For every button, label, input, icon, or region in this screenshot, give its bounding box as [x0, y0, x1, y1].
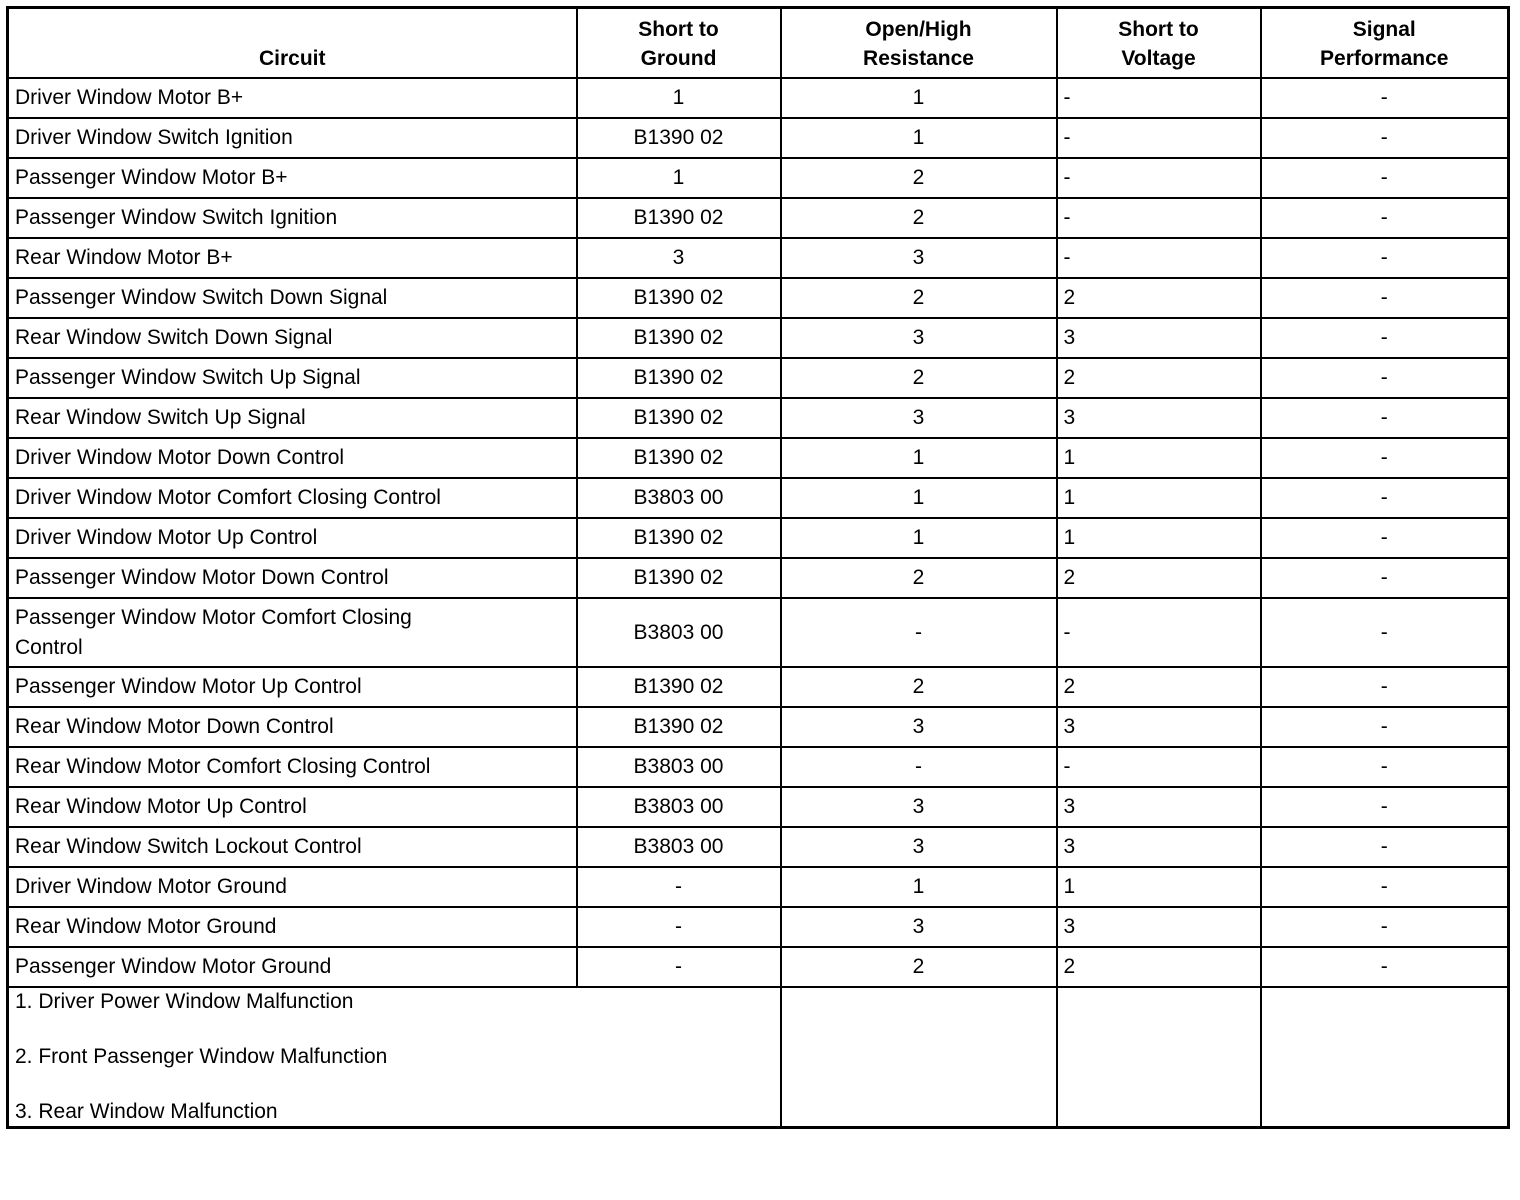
short-to-voltage-cell: - [1057, 238, 1261, 278]
short-to-ground-cell: 3 [577, 238, 781, 278]
open-high-cell: 3 [781, 318, 1057, 358]
short-to-voltage-cell: 2 [1057, 278, 1261, 318]
open-high-cell: 3 [781, 827, 1057, 867]
open-high-cell: 1 [781, 438, 1057, 478]
signal-performance-cell: - [1261, 867, 1509, 907]
open-high-cell: - [781, 747, 1057, 787]
signal-performance-cell: - [1261, 907, 1509, 947]
signal-performance-cell: - [1261, 78, 1509, 118]
short-to-ground-cell: B3803 00 [577, 747, 781, 787]
table-row [8, 318, 1509, 358]
short-to-voltage-cell: - [1057, 118, 1261, 158]
footnote-2: 2. Front Passenger Window Malfunction [15, 1045, 388, 1068]
header-open-high-resistance: Open/High Resistance [781, 8, 1057, 79]
short-to-voltage-cell: 2 [1057, 947, 1261, 987]
table-row [8, 438, 1509, 478]
signal-performance-cell: - [1261, 158, 1509, 198]
signal-performance-cell: - [1261, 118, 1509, 158]
open-high-cell: 1 [781, 518, 1057, 558]
short-to-voltage-cell: 2 [1057, 667, 1261, 707]
short-to-ground-cell: B1390 02 [577, 558, 781, 598]
short-to-voltage-cell: 3 [1057, 318, 1261, 358]
table-row [8, 827, 1509, 867]
circuit-cell: Passenger Window Switch Ignition [8, 198, 577, 238]
short-to-ground-cell: B1390 02 [577, 358, 781, 398]
circuit-cell: Driver Window Motor Down Control [8, 438, 577, 478]
empty-cell [1057, 987, 1261, 1128]
table-row [8, 198, 1509, 238]
short-to-voltage-cell: - [1057, 747, 1261, 787]
circuit-cell: Rear Window Switch Up Signal [8, 398, 577, 438]
circuit-cell: Rear Window Switch Down Signal [8, 318, 577, 358]
circuit-cell: Rear Window Motor Comfort Closing Control [8, 747, 577, 787]
open-high-cell: 1 [781, 867, 1057, 907]
circuit-cell: Rear Window Motor Up Control [8, 787, 577, 827]
table-row [8, 118, 1509, 158]
table-row [8, 478, 1509, 518]
signal-performance-cell: - [1261, 278, 1509, 318]
table-row [8, 278, 1509, 318]
header-short-to-ground: Short to Ground [577, 8, 781, 79]
open-high-cell: 2 [781, 198, 1057, 238]
circuit-cell: Passenger Window Motor Up Control [8, 667, 577, 707]
circuit-diagnostic-table [6, 6, 1510, 1129]
signal-performance-cell: - [1261, 318, 1509, 358]
signal-performance-cell: - [1261, 398, 1509, 438]
circuit-cell: Rear Window Motor Down Control [8, 707, 577, 747]
short-to-ground-cell: B1390 02 [577, 438, 781, 478]
short-to-ground-cell: B1390 02 [577, 318, 781, 358]
table-row [8, 518, 1509, 558]
signal-performance-cell: - [1261, 438, 1509, 478]
table-row [8, 707, 1509, 747]
signal-performance-cell: - [1261, 827, 1509, 867]
circuit-cell: Passenger Window Motor Down Control [8, 558, 577, 598]
signal-performance-cell: - [1261, 747, 1509, 787]
circuit-cell: Driver Window Motor Comfort Closing Control [8, 478, 577, 518]
short-to-voltage-cell: - [1057, 198, 1261, 238]
circuit-cell: Driver Window Motor Up Control [8, 518, 577, 558]
short-to-voltage-cell: 3 [1057, 707, 1261, 747]
footnote-1: 1. Driver Power Window Malfunction [15, 990, 354, 1013]
short-to-ground-cell: B3803 00 [577, 787, 781, 827]
table-row [8, 238, 1509, 278]
open-high-cell: 1 [781, 478, 1057, 518]
header-circuit: Circuit [8, 8, 577, 79]
table-row [8, 78, 1509, 118]
open-high-cell: 1 [781, 78, 1057, 118]
signal-performance-cell: - [1261, 787, 1509, 827]
open-high-cell: 3 [781, 398, 1057, 438]
signal-performance-cell: - [1261, 518, 1509, 558]
signal-performance-cell: - [1261, 478, 1509, 518]
short-to-voltage-cell: - [1057, 78, 1261, 118]
short-to-voltage-cell: 3 [1057, 827, 1261, 867]
empty-cell [781, 987, 1057, 1128]
open-high-cell: 2 [781, 558, 1057, 598]
open-high-cell: 3 [781, 907, 1057, 947]
footnote-3: 3. Rear Window Malfunction [15, 1100, 278, 1123]
circuit-cell: Driver Window Switch Ignition [8, 118, 577, 158]
signal-performance-cell: - [1261, 707, 1509, 747]
diagnostic-table-container [6, 6, 1510, 1129]
header-row [8, 8, 1509, 79]
signal-performance-cell: - [1261, 558, 1509, 598]
short-to-ground-cell: B3803 00 [577, 827, 781, 867]
circuit-cell: Rear Window Motor Ground [8, 907, 577, 947]
table-row [8, 158, 1509, 198]
table-row [8, 558, 1509, 598]
short-to-ground-cell: B1390 02 [577, 707, 781, 747]
short-to-ground-cell: - [577, 947, 781, 987]
signal-performance-cell: - [1261, 198, 1509, 238]
circuit-cell: Passenger Window Motor Ground [8, 947, 577, 987]
short-to-voltage-cell: 2 [1057, 558, 1261, 598]
table-row [8, 787, 1509, 827]
short-to-ground-cell: - [577, 867, 781, 907]
header-signal-performance: Signal Performance [1261, 8, 1509, 79]
short-to-ground-cell: B1390 02 [577, 198, 781, 238]
short-to-ground-cell: B1390 02 [577, 278, 781, 318]
open-high-cell: 1 [781, 118, 1057, 158]
table-row [8, 907, 1509, 947]
short-to-voltage-cell: 3 [1057, 907, 1261, 947]
short-to-ground-cell: B3803 00 [577, 598, 781, 667]
short-to-ground-cell: B1390 02 [577, 518, 781, 558]
open-high-cell: 3 [781, 787, 1057, 827]
circuit-cell: Passenger Window Switch Up Signal [8, 358, 577, 398]
signal-performance-cell: - [1261, 667, 1509, 707]
signal-performance-cell: - [1261, 947, 1509, 987]
circuit-cell: Passenger Window Motor B+ [8, 158, 577, 198]
header-short-to-voltage: Short to Voltage [1057, 8, 1261, 79]
short-to-ground-cell: B3803 00 [577, 478, 781, 518]
empty-cell [1261, 987, 1509, 1128]
open-high-cell: 3 [781, 707, 1057, 747]
short-to-voltage-cell: 2 [1057, 358, 1261, 398]
short-to-ground-cell: B1390 02 [577, 398, 781, 438]
table-row [8, 358, 1509, 398]
short-to-ground-cell: B1390 02 [577, 667, 781, 707]
signal-performance-cell: - [1261, 238, 1509, 278]
circuit-cell: Rear Window Switch Lockout Control [8, 827, 577, 867]
open-high-cell: 2 [781, 278, 1057, 318]
footnotes-cell [8, 987, 781, 1128]
footnote-row [8, 987, 1509, 1128]
open-high-cell: 2 [781, 947, 1057, 987]
short-to-ground-cell: 1 [577, 158, 781, 198]
circuit-cell: Rear Window Motor B+ [8, 238, 577, 278]
table-row [8, 867, 1509, 907]
short-to-ground-cell: 1 [577, 78, 781, 118]
open-high-cell: - [781, 598, 1057, 667]
circuit-cell: Passenger Window Motor Comfort Closing Control [8, 598, 577, 667]
signal-performance-cell: - [1261, 598, 1509, 667]
short-to-voltage-cell: 1 [1057, 867, 1261, 907]
circuit-cell: Driver Window Motor B+ [8, 78, 577, 118]
table-row [8, 947, 1509, 987]
open-high-cell: 2 [781, 667, 1057, 707]
table-row [8, 598, 1509, 667]
short-to-voltage-cell: 1 [1057, 518, 1261, 558]
short-to-voltage-cell: 3 [1057, 398, 1261, 438]
short-to-voltage-cell: 1 [1057, 478, 1261, 518]
table-row [8, 747, 1509, 787]
circuit-cell: Driver Window Motor Ground [8, 867, 577, 907]
short-to-ground-cell: B1390 02 [577, 118, 781, 158]
table-row [8, 398, 1509, 438]
open-high-cell: 2 [781, 358, 1057, 398]
short-to-voltage-cell: 3 [1057, 787, 1261, 827]
short-to-voltage-cell: - [1057, 158, 1261, 198]
open-high-cell: 2 [781, 158, 1057, 198]
circuit-cell: Passenger Window Switch Down Signal [8, 278, 577, 318]
short-to-voltage-cell: - [1057, 598, 1261, 667]
short-to-ground-cell: - [577, 907, 781, 947]
open-high-cell: 3 [781, 238, 1057, 278]
short-to-voltage-cell: 1 [1057, 438, 1261, 478]
table-row [8, 667, 1509, 707]
signal-performance-cell: - [1261, 358, 1509, 398]
